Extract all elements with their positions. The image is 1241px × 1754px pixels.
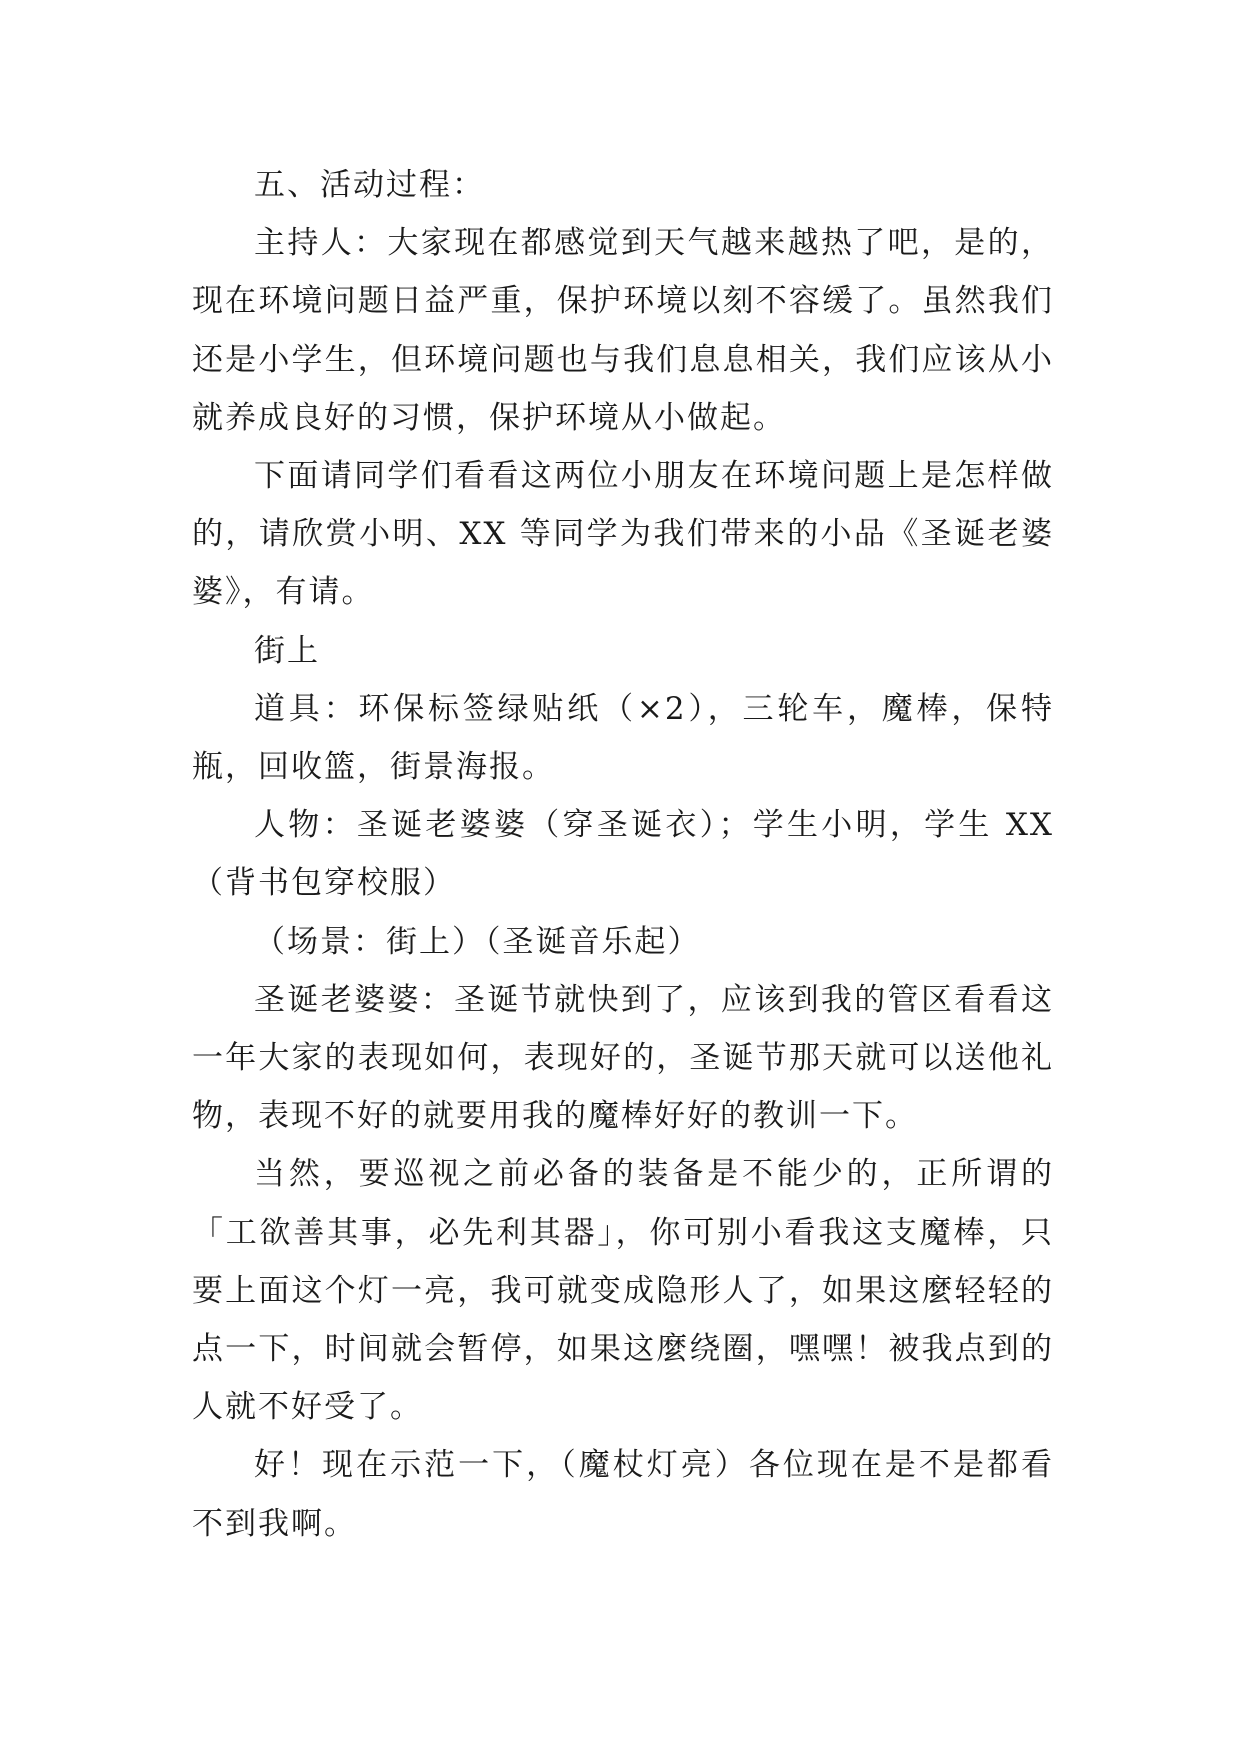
skit-introduction-paragraph: 下面请同学们看看这两位小朋友在环境问题上是怎样做的，请欣赏小明、XX 等同学为我们带来的小品《圣诞老婆婆》，有请。 (192, 458, 1054, 611)
dialogue-paragraph: 圣诞老婆婆：圣诞节就快到了，应该到我的管区看看这一年大家的表现如何，表现好的，圣诞节那天就可以送他礼物，表现不好的就要用我的魔棒好好的教训一下。 (192, 981, 1054, 1135)
stage-direction: （场景：街上）（圣诞音乐起） (254, 923, 701, 960)
scene-title: 街上 (254, 632, 320, 669)
dialogue-paragraph: 当然，要巡视之前必备的装备是不能少的，正所谓的「工欲善其事，必先利其器」，你可别小看我这支魔棒，只要上面这个灯一亮，我可就变成隐形人了，如果这麼轻轻的点一下，时间就会暂停，如果这麼绕圈，嘿嘿！被我点到的人就不好受了。 (192, 1156, 1054, 1426)
host-opening-paragraph: 主持人：大家现在都感觉到天气越来越热了吧，是的，现在环境问题日益严重，保护环境以刻不容缓了。虽然我们还是小学生，但环境问题也与我们息息相关，我们应该从小就养成良好的习惯，保护环境从小做起。 (192, 225, 1054, 436)
document-body (192, 156, 1054, 1553)
props-paragraph: 道具：环保标签绿贴纸（×2），三轮车，魔棒，保特瓶，回收篮，街景海报。 (192, 690, 1054, 786)
characters-paragraph: 人物：圣诞老婆婆（穿圣诞衣）；学生小明，学生 XX（背书包穿校服） (192, 807, 1054, 902)
section-heading: 五、活动过程： (254, 167, 485, 203)
dialogue-paragraph: 好！现在示范一下，（魔杖灯亮）各位现在是不是都看不到我啊。 (192, 1447, 1054, 1542)
